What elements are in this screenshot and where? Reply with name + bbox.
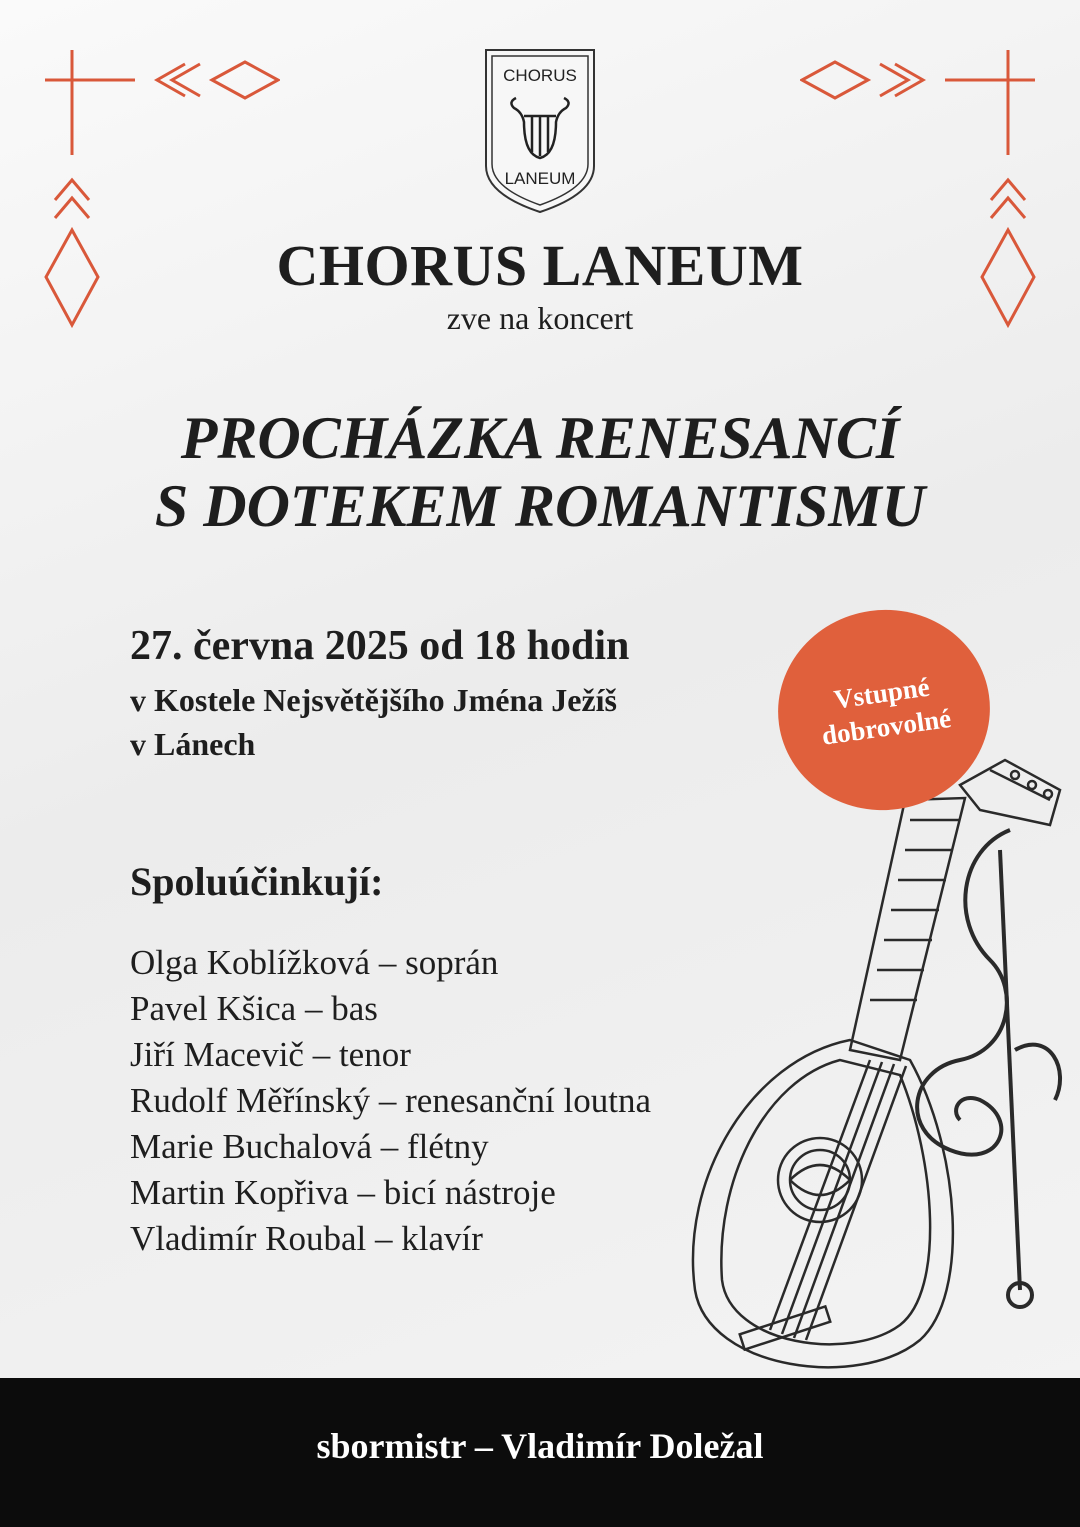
performer-item: Pavel Kšica – bas bbox=[130, 989, 378, 1028]
performers-heading: Spoluúčinkují: bbox=[130, 859, 384, 904]
concert-title bbox=[0, 404, 1080, 540]
lute-illustration bbox=[660, 730, 1080, 1378]
performer-item: Marie Buchalová – flétny bbox=[130, 1127, 489, 1166]
choir-logo bbox=[480, 46, 600, 216]
logo-text-top: CHORUS bbox=[503, 66, 577, 85]
invite-text: zve na koncert bbox=[446, 300, 634, 336]
lute-neck bbox=[850, 798, 965, 1060]
performer-item: Rudolf Měřínský – renesanční loutna bbox=[130, 1081, 652, 1120]
logo-text-bottom: LANEUM bbox=[504, 169, 576, 188]
performer-item: Olga Koblížková – soprán bbox=[130, 943, 499, 982]
admission-badge-line1: Vstupné bbox=[831, 671, 932, 715]
choir-name: CHORUS LANEUM bbox=[276, 233, 804, 298]
concert-title-line2: S DOTEKEM ROMANTISMU bbox=[154, 473, 926, 539]
venue-line2: v Lánech bbox=[130, 726, 256, 762]
concert-venue bbox=[130, 678, 617, 766]
venue-line1: v Kostele Nejsvětějšího Jména Ježíš bbox=[130, 682, 617, 718]
admission-badge-line2: dobrovolné bbox=[819, 702, 953, 751]
choirmaster-credit: sbormistr – Vladimír Doležal bbox=[316, 1426, 764, 1466]
lute-body bbox=[693, 1040, 953, 1367]
concert-title-line1: PROCHÁZKA RENESANCÍ bbox=[180, 405, 900, 471]
performer-item: Vladimír Roubal – klavír bbox=[130, 1219, 483, 1258]
lute-pegbox bbox=[960, 760, 1060, 825]
concert-date: 27. června 2025 od 18 hodin bbox=[130, 623, 630, 669]
performers-list bbox=[130, 940, 651, 1262]
performer-item: Martin Kopřiva – bicí nástroje bbox=[130, 1173, 556, 1212]
performer-item: Jiří Macevič – tenor bbox=[130, 1035, 411, 1074]
